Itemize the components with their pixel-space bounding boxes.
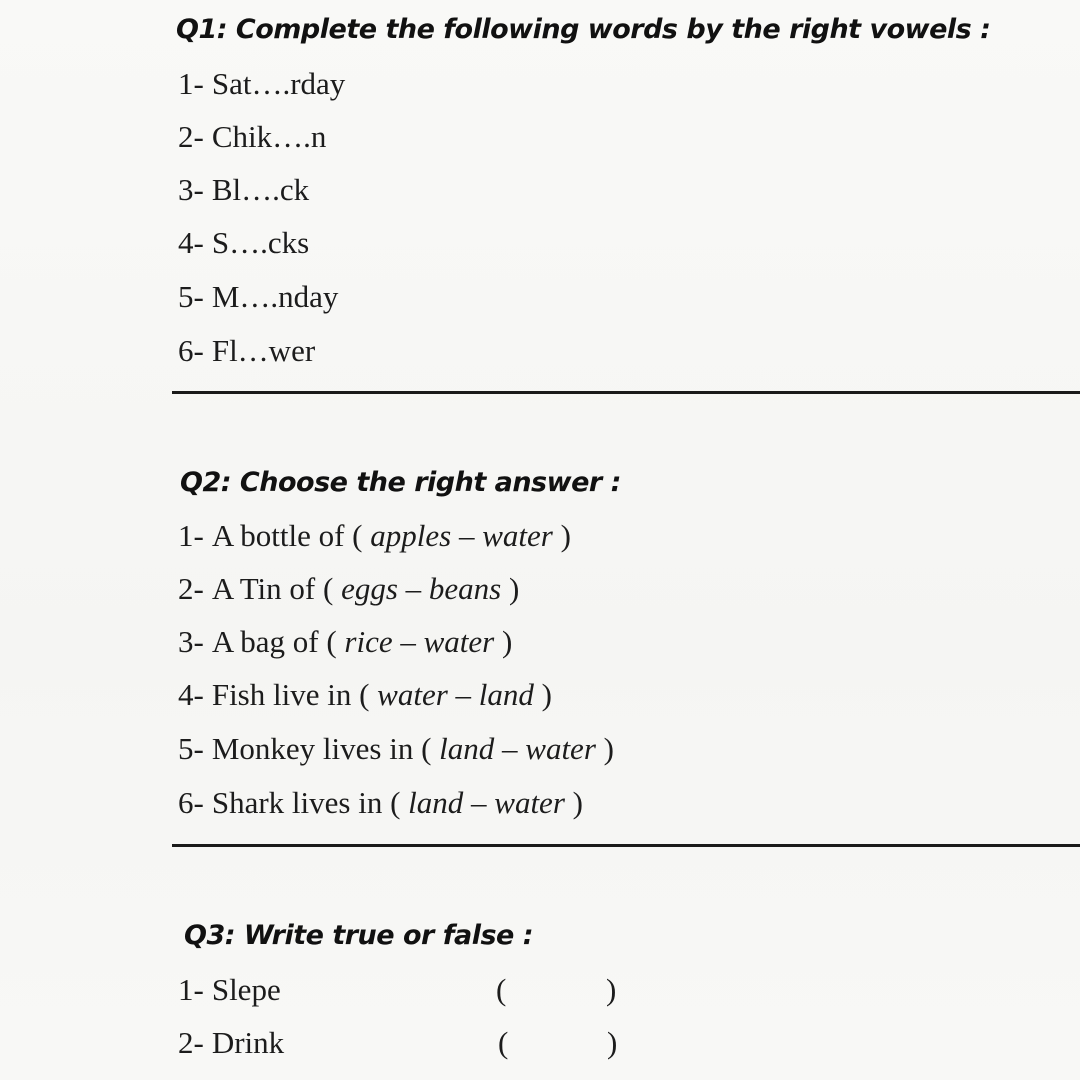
answer-close-paren: ) xyxy=(607,1025,618,1060)
option-one: land xyxy=(439,731,495,766)
option-separator: – xyxy=(400,624,416,659)
item-number: 2- xyxy=(178,571,204,606)
q1-heading: Q1: Complete the following words by the right vowels : xyxy=(176,14,991,45)
answer-open-paren: ( xyxy=(498,1025,509,1060)
q2-item xyxy=(178,571,519,607)
answer-close-paren: ) xyxy=(606,972,617,1007)
item-stem: A bottle of ( xyxy=(211,518,363,553)
option-one: water xyxy=(377,677,448,712)
q2-item xyxy=(178,624,512,660)
item-word: Slepe xyxy=(211,972,281,1007)
q1-item xyxy=(178,119,326,155)
item-number: 5- xyxy=(178,731,204,766)
item-number: 4- xyxy=(178,677,204,712)
q1-item xyxy=(178,279,338,315)
option-separator: – xyxy=(405,571,422,606)
closing-paren: ) xyxy=(603,731,614,766)
closing-paren: ) xyxy=(502,624,513,659)
item-stem: A bag of ( xyxy=(211,624,337,659)
item-word: Sat….rday xyxy=(211,66,346,101)
item-number: 6- xyxy=(178,785,204,820)
section-divider xyxy=(172,844,1080,847)
q3-heading: Q3: Write true or false : xyxy=(184,920,534,951)
item-number: 6- xyxy=(178,333,204,368)
item-stem: Fish live in ( xyxy=(211,677,370,712)
option-one: land xyxy=(408,785,464,820)
option-two: water xyxy=(525,731,596,766)
q2-item xyxy=(178,785,583,821)
option-one: eggs xyxy=(341,571,398,606)
item-number: 2- xyxy=(178,1025,204,1060)
item-number: 1- xyxy=(178,518,204,553)
option-one: apples xyxy=(370,518,452,553)
q2-heading: Q2: Choose the right answer : xyxy=(180,467,621,498)
q2-item xyxy=(178,518,571,554)
q1-item xyxy=(178,172,309,208)
q1-item xyxy=(178,225,309,261)
item-word: Chik….n xyxy=(211,119,327,154)
q2-item xyxy=(178,677,552,713)
option-separator: – xyxy=(502,731,518,766)
option-separator: – xyxy=(455,677,472,712)
item-word: M….nday xyxy=(211,279,339,314)
closing-paren: ) xyxy=(541,677,552,712)
closing-paren: ) xyxy=(572,785,583,820)
item-number: 3- xyxy=(178,624,204,659)
item-stem: Monkey lives in ( xyxy=(211,731,432,766)
answer-open-paren: ( xyxy=(496,972,507,1007)
item-stem: A Tin of ( xyxy=(211,571,334,606)
option-two: water xyxy=(423,624,495,659)
q1-item xyxy=(178,333,315,369)
item-number: 3- xyxy=(178,172,204,207)
item-word: Fl…wer xyxy=(211,333,316,368)
option-two: water xyxy=(494,785,565,820)
item-number: 4- xyxy=(178,225,204,260)
q3-item xyxy=(178,972,281,1008)
closing-paren: ) xyxy=(560,518,571,553)
q2-item xyxy=(178,731,614,767)
option-one: rice xyxy=(344,624,393,659)
item-word: S….cks xyxy=(211,225,310,260)
item-stem: Shark lives in ( xyxy=(211,785,401,820)
closing-paren: ) xyxy=(508,571,520,606)
option-two: land xyxy=(478,677,534,712)
q1-item xyxy=(178,66,345,102)
q3-item xyxy=(178,1025,284,1061)
option-separator: – xyxy=(471,785,487,820)
item-word: Drink xyxy=(211,1025,285,1060)
item-number: 1- xyxy=(178,66,204,101)
item-number: 1- xyxy=(178,972,204,1007)
item-number: 2- xyxy=(178,119,204,154)
option-two: beans xyxy=(428,571,502,606)
section-divider xyxy=(172,391,1080,394)
item-number: 5- xyxy=(178,279,204,314)
option-separator: – xyxy=(458,518,475,553)
item-word: Bl….ck xyxy=(211,172,310,207)
option-two: water xyxy=(482,518,553,553)
